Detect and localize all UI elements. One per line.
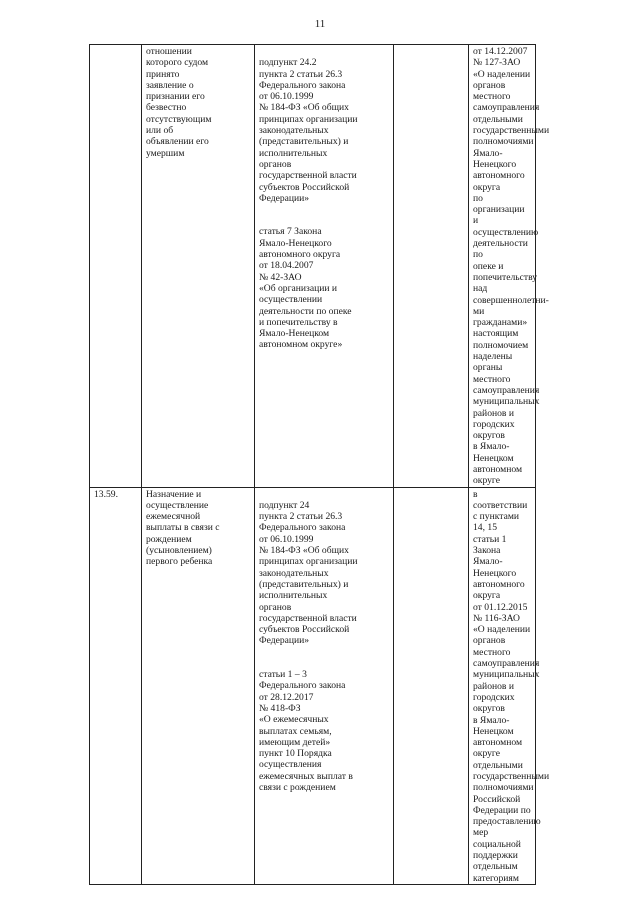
row-number-cell <box>90 45 142 488</box>
legal-basis-item: статья 7 Закона Ямало-Ненецкого автономного округа от 18.04.2007 № 42-ЗАО «Об организации и осуществлении деятельности по опеке и попечительству в Ямало-Ненецком автономном округе» <box>259 226 352 351</box>
legal-basis-cell <box>255 45 394 488</box>
legal-basis-item: статьи 1 – 3 Федерального закона от 28.12.2017 № 418-ФЗ «О ежемесячных выплатах семьям, имеющим детей» пункт 10 Порядка осуществления ежемесячных выплат в связи с рождением <box>259 669 353 793</box>
table-row <box>90 45 536 488</box>
regional-law-cell: в соответствии с пунктами 14, 15 статьи 1 Закона Ямало-Ненецкого автономного округа от 01.12.2015 № 116-ЗАО «О наделении органов местного самоуправления муниципальных районов и городских округов в Ямало-Ненецком автономном округе отдельными государственными полномочиями Российской Федерации по предоставлению мер социальной поддержки отдельным категориям <box>469 487 536 884</box>
legal-basis-item: подпункт 24.2 пункта 2 статьи 26.3 Федерального закона от 06.10.1999 № 184-ФЗ «Об общих принципах организации законодательных (представительных) и исполнительных органов государственной власти субъектов Российской Федерации» <box>259 57 358 204</box>
power-name-cell: отношении которого судом принято заявление о признании его безвестно отсутствующим или об объявлении его умершим <box>142 45 255 488</box>
empty-cell <box>394 45 469 488</box>
legal-basis-cell <box>255 487 394 884</box>
empty-cell <box>394 487 469 884</box>
legal-basis-item: подпункт 24 пункта 2 статьи 26.3 Федерального закона от 06.10.1999 № 184-ФЗ «Об общих принципах организации законодательных (представительных) и исполнительных органов государственной власти субъектов Российской Федерации» <box>259 499 358 647</box>
regional-law-cell: от 14.12.2007 № 127-ЗАО «О наделении органов местного самоуправления отдельными государственными полномочиями Ямало-Ненецкого автономного округа по организации и осуществлению деятельности по опеке и попечительству над совершеннолетни- ми гражданами» настоящим полномочием наделены органы местного самоуправления муниципальных районов и городских округов в Ямало-Ненецком автономном округе <box>469 45 536 488</box>
powers-table <box>89 44 550 885</box>
power-name-cell: Назначение и осуществление ежемесячной выплаты в связи с рождением (усыновлением) первого ребенка <box>142 487 255 884</box>
page-number: 11 <box>314 18 326 30</box>
row-number-cell: 13.59. <box>90 487 142 884</box>
table-row <box>90 487 536 884</box>
